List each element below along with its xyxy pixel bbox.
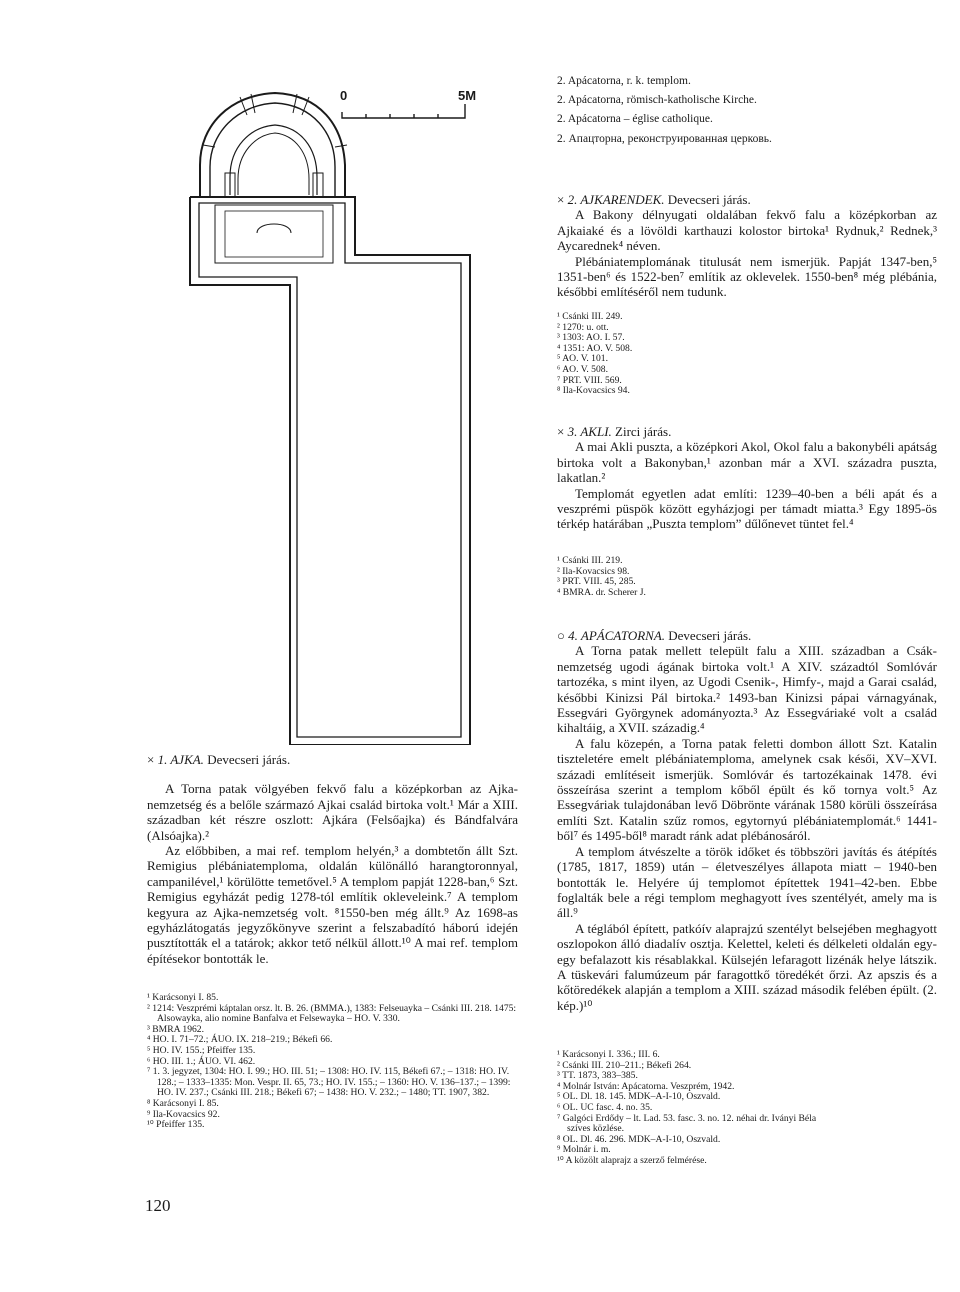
entry-heading [557,192,937,207]
entry-paragraph: Templomát egyetlen adat említi: 1239–40-ben a béli apát és a veszprémi püspök között egyházjogi per támadt miatta.³ Egy 1895-ös térkép határában „Puszta templom” dűlőnevet tüntet fel.⁴ [557,485,937,532]
entry-paragraph: A falu közepén, a Torna patak feletti dombon állott Szt. Katalin tiszteletére emelt plébániatemploma, amelynek csak késői, XV–XVI. századi említéseit ismerjük. Somlóvár és tartozékainak 1478. évi összeírása szerint a templom kőből épült és kő tornya volt.⁵ Az Essegváriak tulajdonában levő Döbrönte várának 1580 körüli összeírása említi Szt. Katalin szűz romos, egytornyú plébániatemplomát.⁶ 1441-ből⁷ és 1495-ből⁸ maradt ránk adat plébánosáról. [557,735,937,844]
footnote: ⁷ PRT. VIII. 569. [557,374,622,386]
figure-caption [557,72,937,149]
footnote: ² Ila-Kovacsics 98. [557,565,630,577]
footnote: ³ 1303: AO. I. 57. [557,332,625,344]
footnote: ⁴ HO. I. 71–72.; ÁUO. IX. 218–219.; Békefi 66. [147,1034,333,1046]
footnote: ³ BMRA 1962. [147,1023,204,1035]
footnote: ¹ Karácsonyi I. 85. [147,992,219,1003]
entry-district: Devecseri járás. [207,752,291,767]
footnote: ⁶ HO. III. 1.; ÁUO. VI. 462. [147,1055,256,1067]
footnote: ¹ Karácsonyi I. 336.; III. 6. [557,1049,660,1060]
footnote: ⁸ Karácsonyi I. 85. [147,1097,219,1109]
entry-title: 2. AJKARENDEK. [567,192,665,207]
caption-line-ru: 2. Апацторна, реконструированная церковь. [557,132,772,145]
footnote: ⁸ Ila-Kovacsics 94. [557,385,630,397]
footnote: ¹ Csánki III. 219. [557,555,623,566]
entry-district: Devecseri járás. [667,192,751,207]
footnote: ³ TT. 1873, 383–385. [557,1070,638,1082]
entry-paragraph: A templom átvészelte a török időket és többszöri javítás és átépítés (1785, 1817, 1859) után – életveszélyes állapota miatt – 1940-ben bontották le. Helyére új templomot építettek 1941–42-ben. Ebbe foglalták bele a régi templom meghagyott íves szentélyét, amely ma is áll.⁹ [557,843,937,921]
scale-max-label: 5M [458,88,477,103]
footnote: ⁷ 1. 3. jegyzet, 1304: HO. I. 99.; HO. III. 51; – 1308: HO. IV. 115, Békefi 67.; – 1318: HO. IV. 128.; – 1333–1335: Mon. Vespr. II. 65, 73.; HO. IV. 155.; – 1360: HO. V. 136–137.; – 1399: HO. IV. 237.; Csánki III. 218.; Békefi 67; – 1438: HO. V. 232.; – 1480; TT. 1907, 382. [147,1066,511,1099]
entry-mark: × [557,424,565,439]
entry-heading [147,752,518,767]
entry-paragraph: A mai Akli puszta, a középkori Akol, Okol falu a bakonybéli apátság birtoka volt a Bakonyban,¹ azonban már a XVI. századra puszta, lakatlan.² [557,439,937,486]
footnotes-akli [557,556,757,598]
entry-paragraph: A Bakony délnyugati oldalában fekvő falu a középkorban az Ajkaiaké és a lövöldi karthauzi kolostor birtoka¹ Rydnuk,² Rednek,³ Aycarednek⁴ néven. [557,207,937,254]
footnote: ⁴ 1351: AO. V. 508. [557,342,633,354]
entry-ajkarendek [557,192,937,300]
footnotes-ajkarendek [557,312,757,397]
footnote: ⁶ OL. UC fasc. 4. no. 35. [557,1101,653,1113]
scale-ruler [340,102,470,120]
footnote: ² 1214: Veszprémi káptalan orsz. lt. B. 26. (BMMA.), 1383: Felseuayka – Csánki III. 218. 1475: Alsowayka, alio nomine Banfalva et Felsewayka – HO. V. 330. [147,1002,517,1025]
entry-title: 3. AKLI. [567,424,612,439]
entry-district: Zirci járás. [615,424,672,439]
footnote: ⁴ Molnár István: Apácatorna. Veszprém, 1942. [557,1080,735,1092]
footnote: ⁵ HO. IV. 155.; Pfeiffer 135. [147,1044,256,1056]
entry-paragraph: A Torna patak mellett települt falu a XIII. században a Csák-nemzetség ugodi ágának birtoka volt.¹ A XIV. századtól Somlóvár tartozéka, s mint ilyen, az Ugodi Csenik-, Himfy-, majd a Garai család, későbbi Kinizsi Pál birtoka.² 1493-ban Kinizsi pápai várnagyának, Essegvári Györgynek adományozta.³ Az Essegváriaké volt a család kihaltáig, a XVII. századig.⁴ [557,643,937,736]
footnote: ⁸ OL. Dl. 46. 296. MDK–A-I-10, Oszvald. [557,1133,721,1145]
floor-plan-drawing [185,85,475,745]
footnote: ⁷ Galgóci Erdődy – lt. Lad. 53. fasc. 3. no. 12. néhai dr. Iványi Béla szíves közlése. [557,1112,817,1135]
footnote: ² Csánki III. 210–211.; Békefi 264. [557,1059,692,1071]
footnote: ⁶ AO. V. 508. [557,363,608,375]
scale-bar [340,88,490,128]
footnotes-apacatorna [557,1050,837,1167]
footnote: ⁵ OL. Dl. 18. 145. MDK–A-I-10, Oszvald. [557,1091,721,1103]
caption-line-de: 2. Apácatorna, römisch-katholische Kirche. [557,94,757,107]
footnote: ² 1270: u. ott. [557,321,609,333]
entry-paragraph: A téglából épített, patkóív alaprajzú szentélyt belsejében meghagyott oszlopokon álló diadalív osztja. Kelettel, keleti és délkeleti oldalán egy-egy befalazott kis résablakkal. Külsején lefaragott lizénák helye látszik. A tüskevári falumúzeum pár faragottkő töredékét őrzi. Az apszis és a kőtöredékek alapján a templom a XIII. század második felében épült. (2. kép.)¹⁰ [557,920,937,1013]
entry-title: 1. AJKA. [157,752,204,767]
footnotes-ajka [147,993,518,1131]
entry-heading [557,424,937,439]
entry-mark: ○ [557,628,565,643]
caption-line-hu: 2. Apácatorna, r. k. templom. [557,75,691,87]
entry-ajka [147,752,518,966]
footnote: ⁹ Molnár i. m. [557,1144,611,1156]
entry-apacatorna [557,628,937,1013]
footnote: ³ PRT. VIII. 45, 285. [557,576,636,588]
footnote: ⁵ AO. V. 101. [557,353,608,365]
entry-heading [557,628,937,643]
entry-mark: × [557,192,565,207]
scale-zero-label: 0 [340,88,348,103]
entry-paragraph: Plébániatemplomának titulusát nem ismerjük. Papját 1347-ben,⁵ 1351-ben⁶ és 1522-ben⁷ említik az oklevelek. 1550-ben⁸ még plébánia, későbbi említéséről nem tudunk. [557,253,937,300]
footnote: ¹ Csánki III. 249. [557,311,623,322]
entry-akli [557,424,937,532]
footnote: ⁹ Ila-Kovacsics 92. [147,1108,220,1120]
entry-mark: × [147,752,155,767]
entry-title: 4. APÁCATORNA. [568,628,666,643]
page-number: 120 [145,1196,171,1215]
entry-paragraph: Az előbbiben, a mai ref. templom helyén,³ a dombtetőn állt Szt. Remigius plébániatemploma, oldalán különálló harangtoronnyal, campanilével,¹ körülötte temetővel.⁵ A templom papját 1228-ban,⁶ Szt. Remigius egyházát pedig 1278-tól említik okleveleink.⁷ A templom kegyura az Ajka-nemzetség volt. ⁸1550-ben még állt.⁹ Az 1698-as egyházlátogatás jegyzőkönyve szerint a felszabadító háború idején pusztították el a tatárok; akkor tető nélkül állott.¹⁰ A mai ref. templom építésekor bontották le. [147,843,518,966]
caption-line-fr: 2. Apácatorna – église catholique. [557,113,713,126]
entry-district: Devecseri járás. [668,628,752,643]
entry-paragraph: A Torna patak völgyében fekvő falu a középkorban az Ajka-nemzetség és a belőle származó Ajkai család birtoka volt.¹ Már a XIII. században két részre oszlott: Ajkára (Felsőajka) és Bándfalvára (Alsóajka).² [147,781,518,843]
footnote: ¹⁰ Pfeiffer 135. [147,1119,205,1131]
footnote: ¹⁰ A közölt alaprajz a szerző felmérése. [557,1154,707,1166]
footnote: ⁴ BMRA. dr. Scherer J. [557,586,646,598]
